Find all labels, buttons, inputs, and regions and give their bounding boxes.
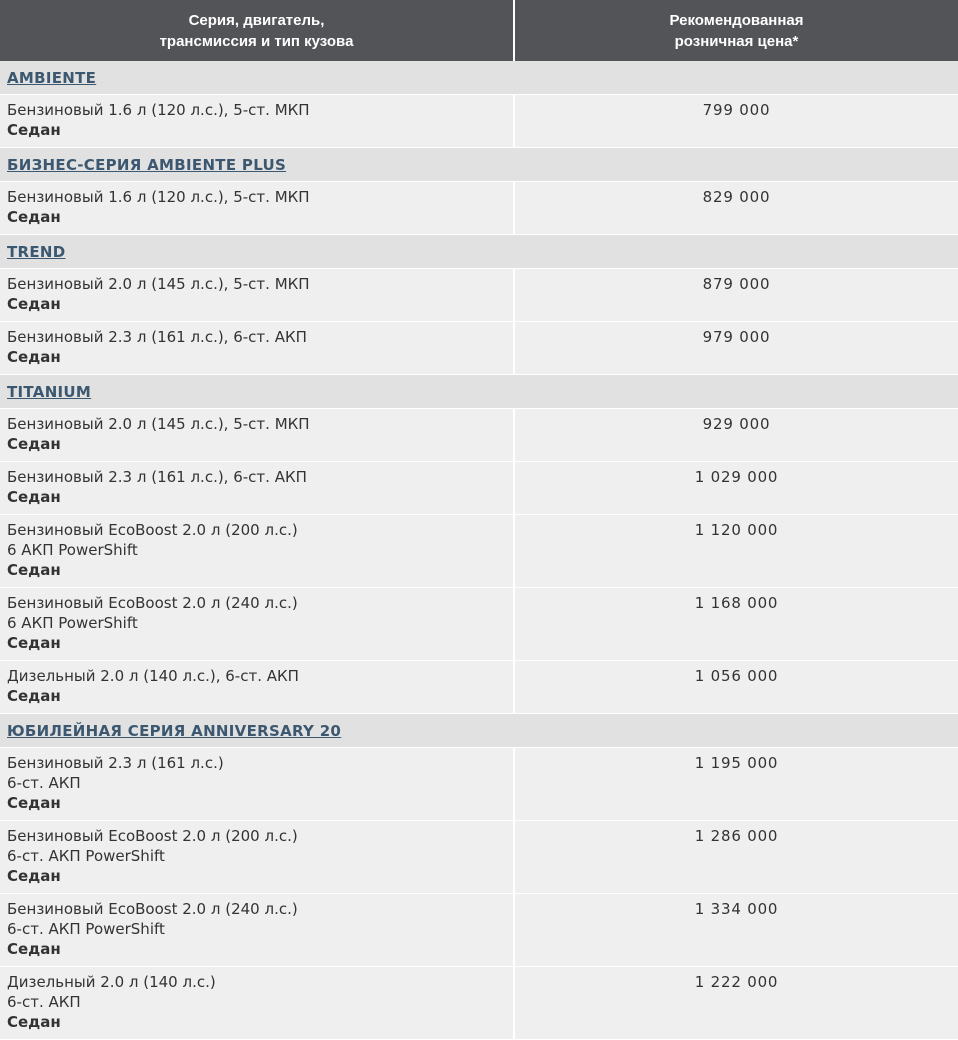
series-cell	[0, 375, 958, 409]
table-row	[0, 661, 958, 714]
engine-spec-cell	[0, 409, 514, 462]
engine-spec-line: 6 АКП PowerShift	[7, 614, 138, 632]
price-cell: 1 286 000	[514, 821, 958, 894]
table-row	[0, 588, 958, 661]
engine-spec-line: Бензиновый EcoBoost 2.0 л (240 л.с.)	[7, 900, 298, 918]
body-type: Седан	[7, 121, 61, 139]
price-cell: 829 000	[514, 182, 958, 235]
engine-spec-cell	[0, 821, 514, 894]
price-cell: 1 029 000	[514, 462, 958, 515]
engine-spec-line: Бензиновый 1.6 л (120 л.с.), 5-ст. МКП	[7, 101, 310, 119]
engine-spec-line: Бензиновый 2.3 л (161 л.с.)	[7, 754, 224, 772]
engine-spec-line: Бензиновый 2.0 л (145 л.с.), 5-ст. МКП	[7, 415, 310, 433]
header-series-engine-text: Серия, двигатель, трансмиссия и тип кузова	[159, 11, 354, 50]
body-type: Седан	[7, 208, 61, 226]
engine-spec-line: Дизельный 2.0 л (140 л.с.)	[7, 973, 216, 991]
engine-spec-line: Бензиновый 1.6 л (120 л.с.), 5-ст. МКП	[7, 188, 310, 206]
series-row	[0, 375, 958, 409]
price-cell: 1 222 000	[514, 967, 958, 1040]
engine-spec-cell	[0, 269, 514, 322]
table-row	[0, 322, 958, 375]
engine-spec-cell	[0, 894, 514, 967]
engine-spec-line: Бензиновый EcoBoost 2.0 л (200 л.с.)	[7, 827, 298, 845]
engine-spec-cell	[0, 967, 514, 1040]
body-type: Седан	[7, 687, 61, 705]
engine-spec-line: 6 АКП PowerShift	[7, 541, 138, 559]
engine-spec-cell	[0, 588, 514, 661]
engine-spec-cell	[0, 515, 514, 588]
table-row	[0, 821, 958, 894]
series-cell	[0, 714, 958, 748]
series-link[interactable]: БИЗНЕС-СЕРИЯ AMBIENTE PLUS	[7, 156, 287, 174]
body-type: Седан	[7, 794, 61, 812]
body-type: Седан	[7, 488, 61, 506]
series-row	[0, 61, 958, 95]
price-cell: 1 168 000	[514, 588, 958, 661]
table-row	[0, 269, 958, 322]
series-cell	[0, 148, 958, 182]
series-link[interactable]: TREND	[7, 243, 66, 261]
series-row	[0, 235, 958, 269]
header-series-engine	[0, 0, 514, 61]
table-row	[0, 95, 958, 148]
table-row	[0, 182, 958, 235]
header-retail-price	[514, 0, 958, 61]
series-link[interactable]: TITANIUM	[7, 383, 92, 401]
engine-spec-cell	[0, 661, 514, 714]
engine-spec-cell	[0, 182, 514, 235]
series-link[interactable]: ЮБИЛЕЙНАЯ СЕРИЯ ANNIVERSARY 20	[7, 722, 342, 740]
body-type: Седан	[7, 940, 61, 958]
price-cell: 799 000	[514, 95, 958, 148]
engine-spec-cell	[0, 748, 514, 821]
table-row	[0, 409, 958, 462]
series-cell	[0, 61, 958, 95]
body-type: Седан	[7, 1013, 61, 1031]
price-cell: 1 195 000	[514, 748, 958, 821]
price-cell: 979 000	[514, 322, 958, 375]
engine-spec-line: Дизельный 2.0 л (140 л.с.), 6-ст. АКП	[7, 667, 299, 685]
price-cell: 879 000	[514, 269, 958, 322]
series-cell	[0, 235, 958, 269]
engine-spec-line: Бензиновый EcoBoost 2.0 л (240 л.с.)	[7, 594, 298, 612]
table-row	[0, 748, 958, 821]
table-row	[0, 462, 958, 515]
engine-spec-line: Бензиновый 2.3 л (161 л.с.), 6-ст. АКП	[7, 468, 307, 486]
engine-spec-line: Бензиновый 2.3 л (161 л.с.), 6-ст. АКП	[7, 328, 307, 346]
engine-spec-line: Бензиновый 2.0 л (145 л.с.), 5-ст. МКП	[7, 275, 310, 293]
engine-spec-line: 6-ст. АКП PowerShift	[7, 847, 165, 865]
body-type: Седан	[7, 295, 61, 313]
series-row	[0, 148, 958, 182]
price-cell: 929 000	[514, 409, 958, 462]
engine-spec-cell	[0, 322, 514, 375]
engine-spec-cell	[0, 462, 514, 515]
body-type: Седан	[7, 561, 61, 579]
price-cell: 1 056 000	[514, 661, 958, 714]
price-cell: 1 120 000	[514, 515, 958, 588]
body-type: Седан	[7, 435, 61, 453]
price-cell: 1 334 000	[514, 894, 958, 967]
header-retail-price-text: Рекомендованная розничная цена*	[669, 11, 804, 50]
engine-spec-line: Бензиновый EcoBoost 2.0 л (200 л.с.)	[7, 521, 298, 539]
body-type: Седан	[7, 348, 61, 366]
table-header	[0, 0, 958, 61]
table-body	[0, 61, 958, 1040]
table-row	[0, 967, 958, 1040]
body-type: Седан	[7, 867, 61, 885]
table-row	[0, 894, 958, 967]
engine-spec-line: 6-ст. АКП PowerShift	[7, 920, 165, 938]
body-type: Седан	[7, 634, 61, 652]
engine-spec-line: 6-ст. АКП	[7, 993, 81, 1011]
series-link[interactable]: AMBIENTE	[7, 69, 97, 87]
engine-spec-cell	[0, 95, 514, 148]
table-row	[0, 515, 958, 588]
series-row	[0, 714, 958, 748]
engine-spec-line: 6-ст. АКП	[7, 774, 81, 792]
